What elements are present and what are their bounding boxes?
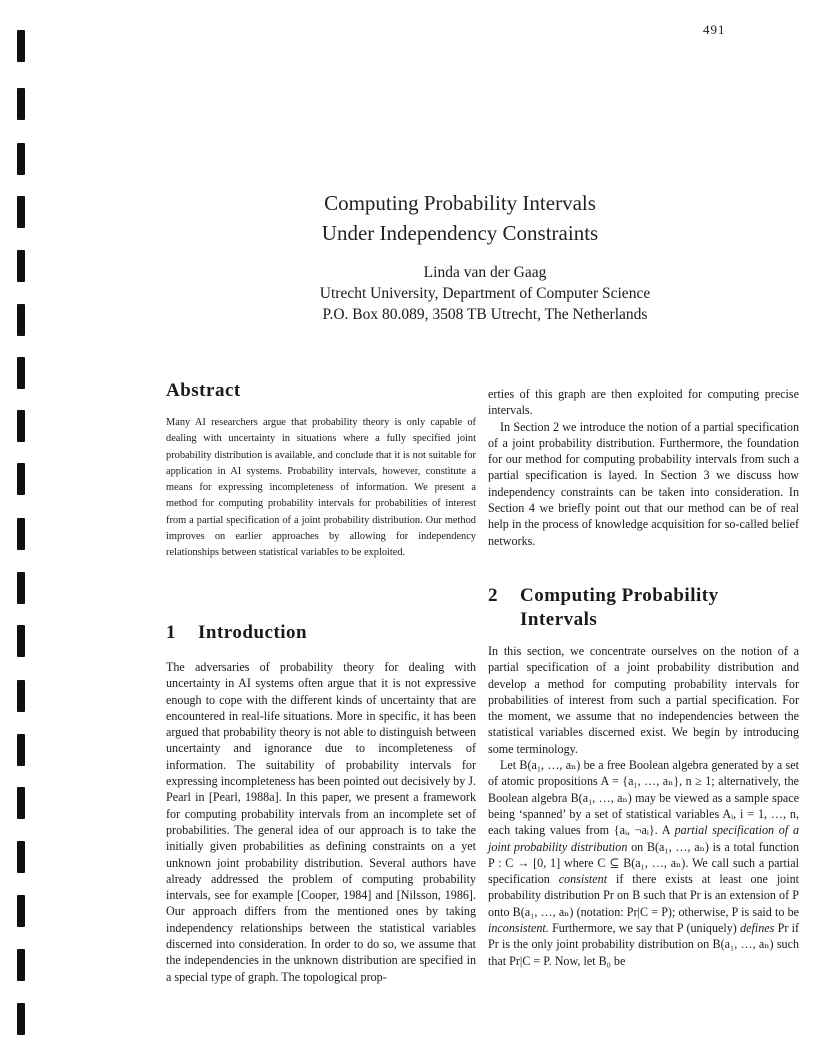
margin-mark [17,625,25,657]
margin-mark [17,250,25,282]
text-run: Pr if Pr is the only joint probability distribution on B(a₁, …, aₙ) such that Pr|C = P. Now, let B₀ be [488,921,800,968]
margin-mark [17,949,25,981]
margin-mark [17,518,25,550]
text-run: if there exists at least one joint probability distribution Pr on B such that Pr is an extension of P onto B(a₁, …, aₙ) (notation: Pr|C = P); otherwise, P is said to be [488,872,799,919]
intro-paragraph-1: erties of this graph are then exploited for computing precise intervals. [488,387,799,418]
section-2-number: 2 [488,585,498,606]
margin-mark [17,410,25,442]
title-line-2: Under Independency Constraints [321,221,599,245]
section-1-title: Introduction [198,622,308,643]
margin-mark [17,895,25,927]
margin-mark [17,1003,25,1035]
margin-mark [17,357,25,389]
margin-mark [17,734,25,766]
term-partial-specification: partial specification of a joint probability distribution [488,823,800,854]
term-consistent: consistent [558,872,608,887]
section-2-heading [488,584,799,632]
title-line-1: Computing Probability Intervals [324,191,596,215]
margin-mark [17,787,25,819]
section-2-paragraph-1: In this section, we concentrate ourselves on the notion of a partial specification of a joint probability distribution and develop a method for computing probability intervals for probabilities of interest from such a partial specification. For the moment, we assume that no independencies between the statistical variables discerned exist. We begin by introducing some terminology. [488,644,799,756]
text-run: Furthermore, we say that P (uniquely) [548,921,741,936]
margin-mark [17,680,25,712]
abstract-heading: Abstract [166,380,241,401]
abstract-text: Many AI researchers argue that probability theory is only capable of dealing with uncertainty in situations where a fully specified joint probability distribution is available, and conclude that it is not suitable for application in AI systems. Probability intervals, however, constitute a means for expressing incompleteness of information. We present a method for computing probability intervals for probabilities of interest from a partial specification of a joint probability distribution. Our method improves on earlier approaches by allowing for independency relationships between statistical variables to be exploited. [166,417,476,559]
margin-mark [17,463,25,495]
margin-mark [17,196,25,228]
author-name: Linda van der Gaag [423,264,547,281]
author-address: P.O. Box 80.089, 3508 TB Utrecht, The Netherlands [322,306,648,323]
margin-mark [17,572,25,604]
author-block [230,262,740,325]
text-run: on B(a₁, …, aₙ) is a total function P : C → [0, 1] where C ⊆ B(a₁, …, aₙ). We call such a partial specification [488,839,799,887]
section-1-number: 1 [166,622,176,643]
margin-mark [17,30,25,62]
section-2-title: Computing Probability Intervals [520,585,719,630]
section-1-text: The adversaries of probability theory for dealing with uncertainty in AI systems often argue that it is not expressive enough to cope with the different kinds of uncertainty that are encountered in real-life situations. More in specific, it has been argued that probability theory is not able to distinguish between uncertainty and ignorance due to incompleteness of information. The suitability of probability intervals for expressing incompleteness has been pointed out decisively by J. Pearl in [Pearl, 1988a]. In this paper, we present a framework for computing probability intervals from an incomplete set of probabilities. The general idea of our approach is to take the initially given probabilities as defining constraints on a yet unknown joint probability distribution. Several authors have already addressed the problem of computing probability intervals, see for example [Cooper, 1984] and [Nilsson, 1986]. Our approach differs from the mentioned ones by taking independency relationships between the statistical variables discerned into consideration. In order to do so, we assume that the independencies in the unknown distribution are specified in a special type of graph. The topological prop- [166,660,477,984]
term-defines: defines [740,921,775,936]
paper-title [210,188,710,248]
margin-mark [17,88,25,120]
margin-mark [17,143,25,175]
section-1-heading [166,622,307,644]
author-affiliation: Utrecht University, Department of Computer Science [319,285,651,302]
page-number: 491 [703,22,726,37]
intro-paragraph-2: In Section 2 we introduce the notion of a partial specification of a joint probability distribution. Furthermore, the foundation for our method for computing probability intervals from such a partial specification is layed. In Section 3 we discuss how independency constraints can be taken into consideration. In Section 4 we briefly point out that our method can be of real help in the process of knowledge acquisition for so-called belief networks. [488,419,799,548]
margin-mark [17,304,25,336]
text-run: Let B(a₁, …, aₙ) be a free Boolean algebra generated by a set of atomic propositions A = {a₁, …, aₙ}, n ≥ 1; alternatively, the Boolean algebra B(a₁, …, aₙ) may be viewed as a sample space being ‘spanned’ by a set of statistical variables Aᵢ, i = 1, …, n, each taking values from {aᵢ, ¬aᵢ}. A [488,758,799,838]
section-2-text [488,643,799,969]
intro-continuation [488,386,799,549]
margin-mark [17,841,25,873]
section-2-paragraph-2 [488,757,799,969]
term-inconsistent: inconsistent. [488,921,549,936]
